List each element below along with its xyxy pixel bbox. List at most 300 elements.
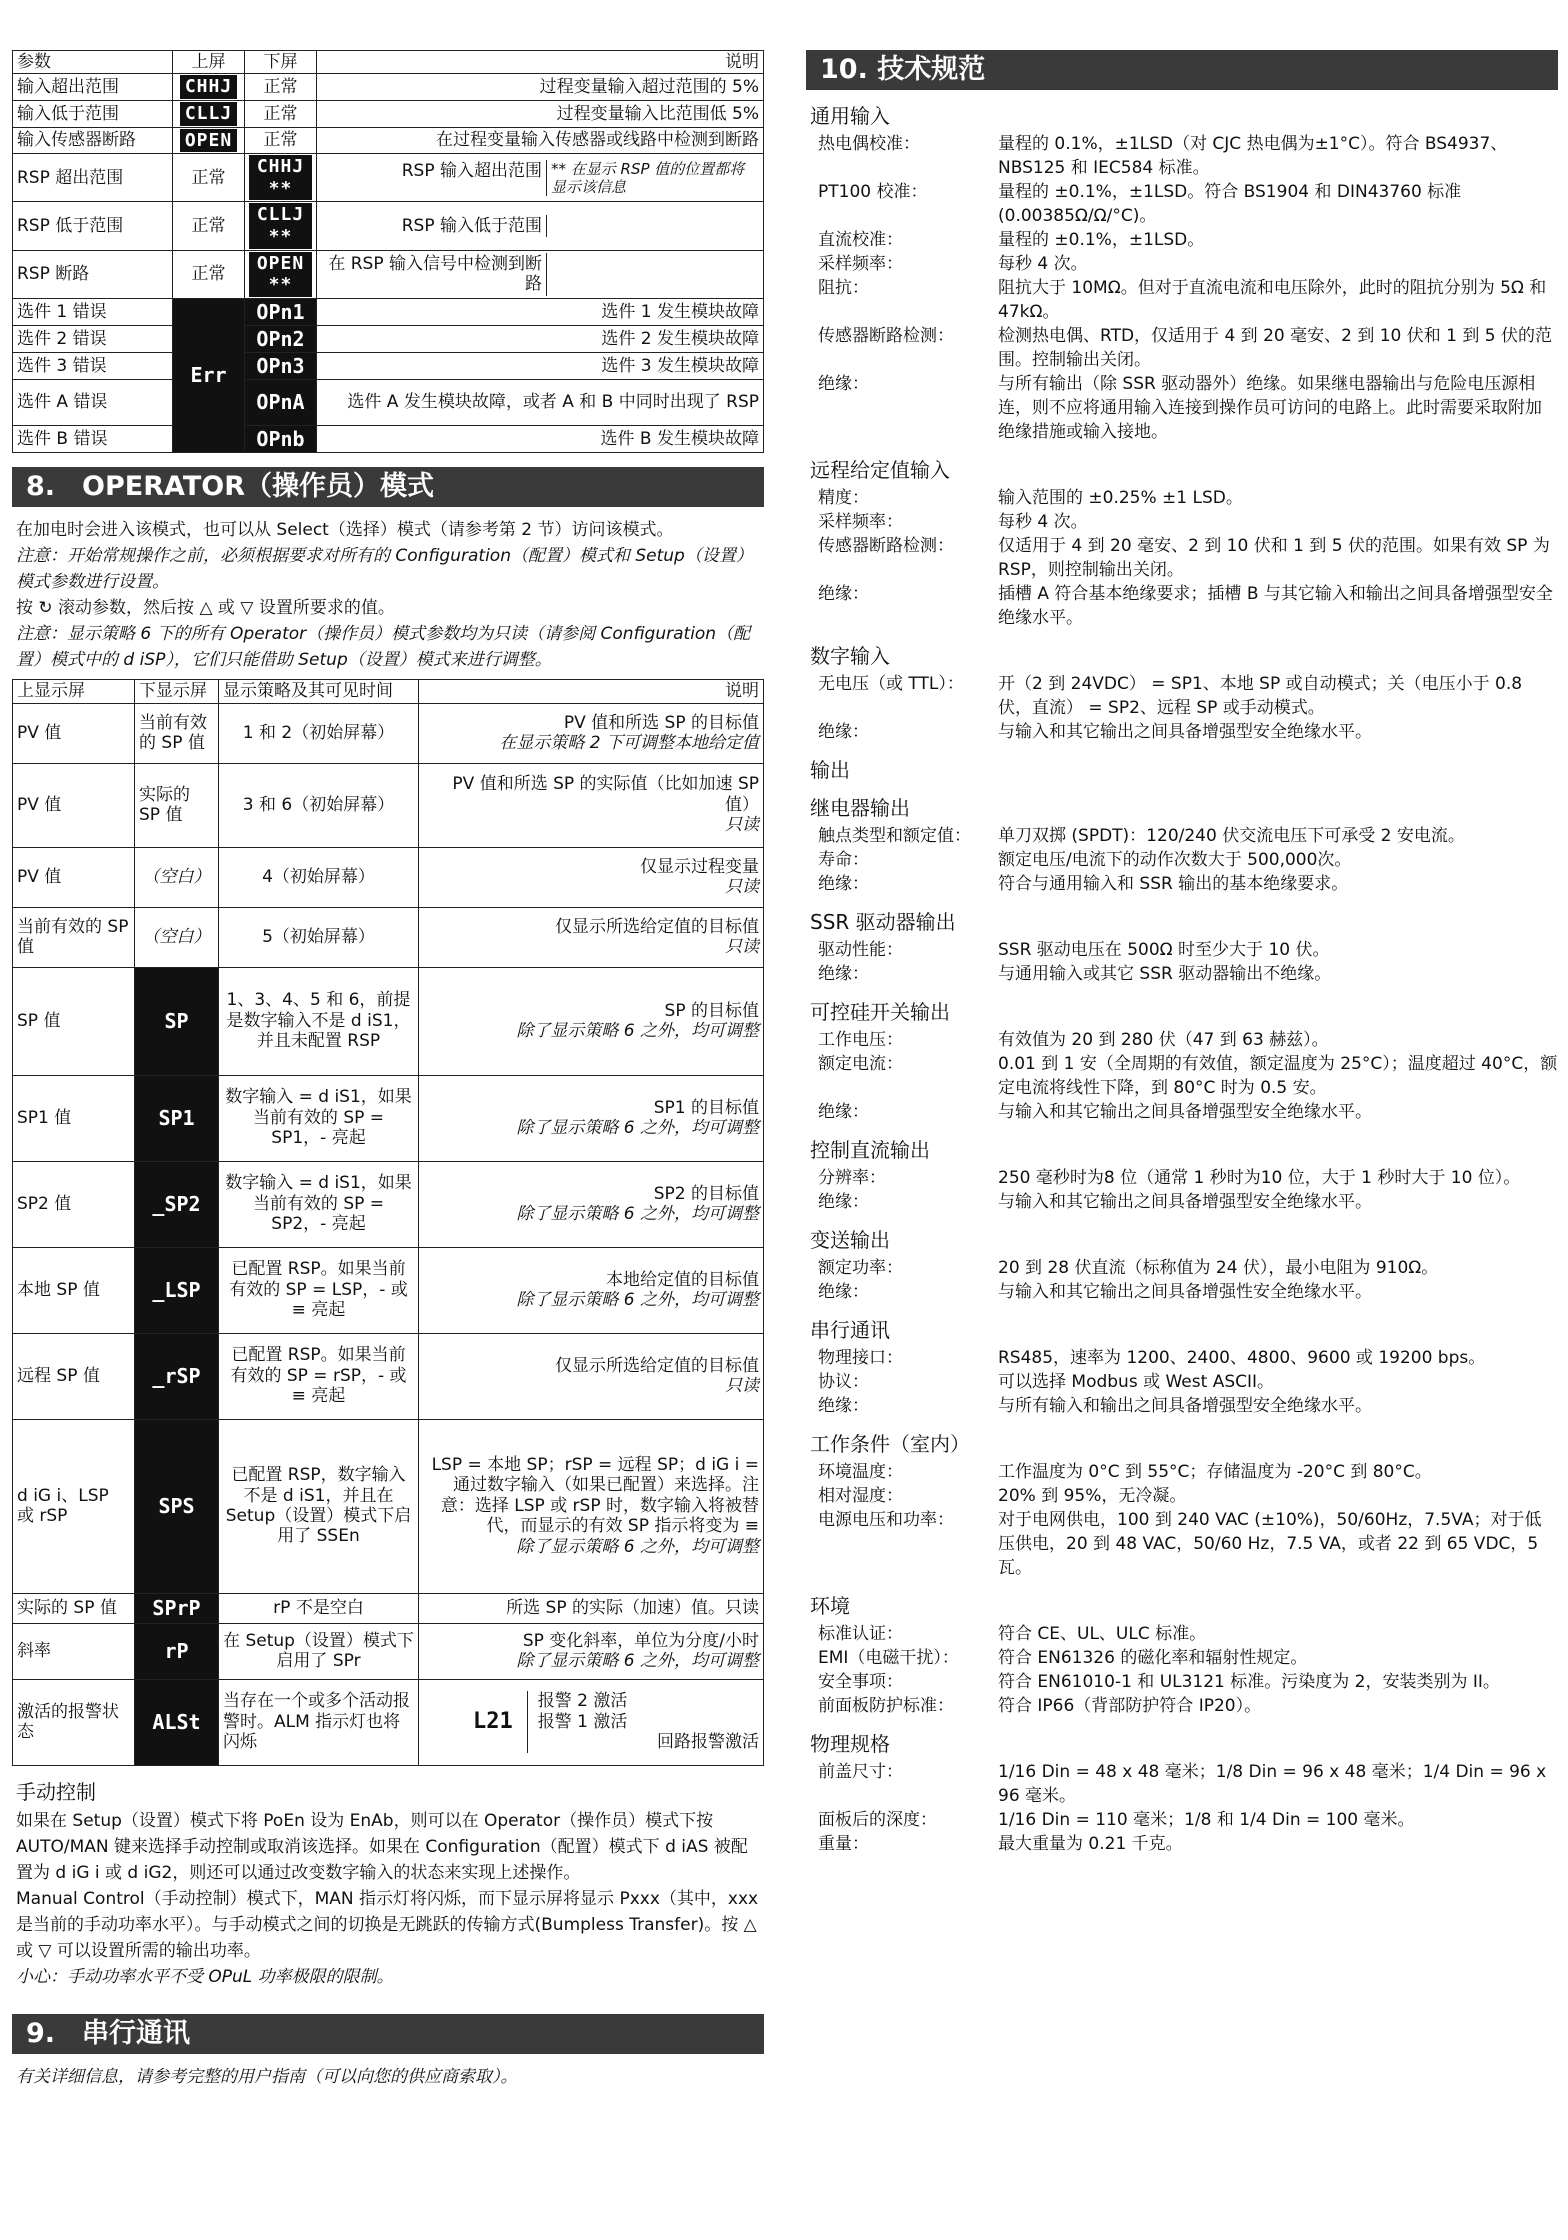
col-desc: 说明 bbox=[419, 680, 764, 703]
cell: 斜率 bbox=[13, 1623, 135, 1679]
desc-main: 本地给定值的目标值 bbox=[606, 1269, 759, 1290]
cell: PV 值 bbox=[13, 703, 135, 763]
s8-p2: 注意：开始常规操作之前，必须根据要求对所有的 Configuration（配置）模式和 Setup（设置）模式参数进行设置。 bbox=[16, 546, 753, 593]
alarm-2-label: 报警 2 激活 bbox=[537, 1691, 628, 1712]
cell: （空白） bbox=[135, 907, 219, 967]
desc-main: LSP = 本地 SP；rSP = 远程 SP；d iG i = 通过数字输入（如果已配置）来选择。注意：选择 LSP 或 rSP 时，数字输入将被替代，而显示的有效 SP 指示将变为 ≡ bbox=[431, 1455, 759, 1537]
manual-p2: Manual Control（手动控制）模式下，MAN 指示灯将闪烁，而下显示屏将显示 Pxxx（其中，xxx 是当前的手动功率水平）。与手动模式之间的切换是无跳跃的传输方式(Bumpless Transfer)。按 △ 或 ▽ 可以设置所需的输出功率。 bbox=[16, 1888, 759, 1961]
spec-row bbox=[818, 1166, 1558, 1190]
spec-row bbox=[818, 534, 1558, 582]
cell: 远程 SP 值 bbox=[13, 1333, 135, 1419]
spec-key: 绝缘： bbox=[818, 1396, 869, 1417]
spec-group-title: 工作条件（室内） bbox=[810, 1432, 970, 1457]
cell: 本地 SP 值 bbox=[13, 1247, 135, 1333]
operator-table bbox=[12, 679, 764, 1765]
spec-groups bbox=[806, 104, 1558, 1856]
spec-value: 与输入和其它输出之间具备增强型安全绝缘水平。 bbox=[998, 1102, 1372, 1123]
spec-key: 绝缘： bbox=[818, 874, 869, 895]
spec-value: 对于电网供电，100 到 240 VAC (±10%)，50/60Hz，7.5VA；对于低压供电，20 到 48 VAC，50/60 Hz，7.5 VA，或者 22 到 65 VDC，5 瓦。 bbox=[998, 1510, 1542, 1579]
spec-key: 绝缘： bbox=[818, 1192, 869, 1213]
spec-row bbox=[818, 1190, 1558, 1214]
spec-value: 仅适用于 4 到 20 毫安、2 到 10 伏和 1 到 5 伏的范围。如果有效 SP 为 RSP，则控制输出关闭。 bbox=[998, 536, 1550, 581]
table-row bbox=[13, 703, 764, 763]
spec-key: PT100 校准： bbox=[818, 182, 928, 203]
spec-key: 安全事项： bbox=[818, 1672, 903, 1693]
desc-main: PV 值和所选 SP 的目标值 bbox=[563, 712, 759, 733]
spec-row bbox=[818, 1370, 1558, 1394]
s8-p1: 在加电时会进入该模式，也可以从 Select（选择）模式（请参考第 2 节）访问该模式。 bbox=[16, 520, 674, 541]
spec-row bbox=[818, 1508, 1558, 1580]
alarm-diagram bbox=[419, 1679, 764, 1765]
cell: 选件 B 发生模块故障 bbox=[317, 425, 764, 452]
spec-row bbox=[818, 1760, 1558, 1808]
spec-row bbox=[818, 938, 1558, 962]
manual-title: 手动控制 bbox=[16, 1779, 96, 1804]
table-row bbox=[13, 352, 764, 379]
seg-code: _SP2 bbox=[135, 1161, 219, 1247]
cell: 当前有效的 SP 值 bbox=[13, 907, 135, 967]
table-row bbox=[13, 1419, 764, 1593]
cell: 正常 bbox=[245, 74, 317, 101]
seg-code: OPEN ** bbox=[249, 252, 312, 297]
spec-group-title: 通用输入 bbox=[810, 104, 890, 129]
spec-key: 环境温度： bbox=[818, 1462, 903, 1483]
seg-code: ALSt bbox=[135, 1679, 219, 1765]
spec-value: 量程的 ±0.1%，±1LSD。符合 BS1904 和 DIN43760 标准 (0.00385Ω/Ω/°C)。 bbox=[998, 182, 1462, 227]
spec-key: 绝缘： bbox=[818, 722, 869, 743]
spec-value: 250 毫秒时为8 位（通常 1 秒时为10 位，大于 1 秒时大于 10 位）。 bbox=[998, 1168, 1521, 1189]
spec-key: 绝缘： bbox=[818, 374, 869, 395]
table-row bbox=[13, 1623, 764, 1679]
right-column bbox=[806, 44, 1558, 1856]
cell bbox=[419, 1419, 764, 1593]
alarm-code: L21 bbox=[473, 1708, 513, 1734]
cell: 选件 1 发生模块故障 bbox=[317, 298, 764, 325]
rsp-desc-cell bbox=[317, 154, 764, 202]
spec-group-title: 变送输出 bbox=[810, 1228, 890, 1253]
spec-row bbox=[818, 962, 1558, 986]
cell: SP2 值 bbox=[13, 1161, 135, 1247]
spec-row bbox=[818, 1460, 1558, 1484]
spec-value: 1/16 Din = 48 x 48 毫米；1/8 Din = 96 x 48 毫米；1/4 Din = 96 x 96 毫米。 bbox=[998, 1762, 1547, 1807]
s8-p3: 按 ↻ 滚动参数，然后按 △ 或 ▽ 设置所要求的值。 bbox=[16, 598, 395, 619]
spec-group-title: 串行通讯 bbox=[810, 1318, 890, 1343]
spec-row bbox=[818, 872, 1558, 896]
cell: 5（初始屏幕） bbox=[219, 907, 419, 967]
desc-main: PV 值和所选 SP 的实际值（比如加速 SP 值） bbox=[452, 774, 759, 815]
cell: 选件 3 错误 bbox=[13, 352, 173, 379]
spec-key: 电源电压和功率： bbox=[818, 1510, 954, 1531]
cell: 选件 2 发生模块故障 bbox=[317, 325, 764, 352]
section-9-title: 9. 串行通讯 bbox=[12, 2014, 764, 2054]
spec-key: 额定功率： bbox=[818, 1258, 903, 1279]
desc-main: SP2 的目标值 bbox=[653, 1183, 759, 1204]
spec-value: SSR 驱动电压在 500Ω 时至少大于 10 伏。 bbox=[998, 940, 1330, 961]
spec-key: 绝缘： bbox=[818, 964, 869, 985]
section-10-title: 10. 技术规范 bbox=[806, 50, 1558, 90]
cell: rP 不是空白 bbox=[219, 1593, 419, 1623]
col-lower: 下显示屏 bbox=[135, 680, 219, 703]
spec-key: 标准认证： bbox=[818, 1624, 903, 1645]
cell: 实际的 SP 值 bbox=[135, 763, 219, 847]
spec-key: 直流校准： bbox=[818, 230, 903, 251]
spec-row bbox=[818, 1052, 1558, 1100]
spec-key: 驱动性能： bbox=[818, 940, 903, 961]
cell: 所选 SP 的实际（加速）值。只读 bbox=[419, 1593, 764, 1623]
spec-group-title: 控制直流输出 bbox=[810, 1138, 930, 1163]
cell: 激活的报警状态 bbox=[13, 1679, 135, 1765]
seg-display bbox=[245, 250, 317, 298]
spec-key: 协议： bbox=[818, 1372, 869, 1393]
table-row bbox=[13, 847, 764, 907]
spec-group-title: SSR 驱动器输出 bbox=[810, 910, 956, 935]
cell: 在过程变量输入传感器或线路中检测到断路 bbox=[317, 127, 764, 154]
table-row bbox=[13, 250, 764, 298]
spec-row bbox=[818, 848, 1558, 872]
spec-value: 与输入和其它输出之间具备增强性安全绝缘水平。 bbox=[998, 1282, 1372, 1303]
cell: 正常 bbox=[245, 100, 317, 127]
cell: PV 值 bbox=[13, 763, 135, 847]
rsp-note: ** 在显示 RSP 值的位置都将显示该信息 bbox=[551, 159, 745, 196]
spec-key: 绝缘： bbox=[818, 1282, 869, 1303]
manual-p1: 如果在 Setup（设置）模式下将 PoEn 设为 EnAb，则可以在 Operator（操作员）模式下按 AUTO/MAN 键来选择手动控制或取消该选择。如果在 Configuration（配置）模式下 d iAS 被配置为 d iG i 或 d iG2，则还可以通过改变数字输入的状态来实现上述操作。 bbox=[16, 1810, 748, 1883]
spec-row bbox=[818, 1280, 1558, 1304]
col-param: 参数 bbox=[13, 51, 173, 74]
cell bbox=[419, 1623, 764, 1679]
spec-key: EMI（电磁干扰）： bbox=[818, 1648, 959, 1669]
seg-display bbox=[173, 74, 245, 101]
spec-key: 重量： bbox=[818, 1834, 869, 1855]
spec-value: 符合与通用输入和 SSR 输出的基本绝缘要求。 bbox=[998, 874, 1349, 895]
seg-code: _rSP bbox=[135, 1333, 219, 1419]
cell: PV 值 bbox=[13, 847, 135, 907]
spec-group-title: 输出 bbox=[810, 758, 850, 783]
cell: RSP 超出范围 bbox=[13, 154, 173, 202]
cell: 正常 bbox=[173, 250, 245, 298]
table-row bbox=[13, 74, 764, 101]
spec-key: 传感器断路检测： bbox=[818, 536, 954, 557]
err-code: Err bbox=[173, 298, 245, 452]
seg-code: CHHJ ** bbox=[249, 155, 312, 200]
cell: 正常 bbox=[173, 154, 245, 202]
cell bbox=[419, 763, 764, 847]
spec-value: 输入范围的 ±0.25% ±1 LSD。 bbox=[998, 488, 1243, 509]
cell: 1 和 2（初始屏幕） bbox=[219, 703, 419, 763]
desc-note: 只读 bbox=[725, 937, 759, 958]
cell bbox=[419, 1333, 764, 1419]
spec-row bbox=[818, 228, 1558, 252]
cell: RSP 输入超出范围 bbox=[317, 160, 547, 196]
spec-group-title: 继电器输出 bbox=[810, 796, 910, 821]
cell: 已配置 RSP，数字输入不是 d iS1，并且在 Setup（设置）模式下启用了 SSEn bbox=[219, 1419, 419, 1593]
seg-code: rP bbox=[135, 1623, 219, 1679]
table-row bbox=[13, 325, 764, 352]
table-row bbox=[13, 967, 764, 1075]
seg-code: SP1 bbox=[135, 1075, 219, 1161]
spec-row bbox=[818, 1832, 1558, 1856]
cell: 当存在一个或多个活动报警时。ALM 指示灯也将闪烁 bbox=[219, 1679, 419, 1765]
cell: 输入低于范围 bbox=[13, 100, 173, 127]
table-row bbox=[13, 1333, 764, 1419]
desc-main: 仅显示过程变量 bbox=[640, 856, 759, 877]
spec-row bbox=[818, 252, 1558, 276]
spec-value: 与所有输出（除 SSR 驱动器外）绝缘。如果继电器输出与危险电压源相连，则不应将通用输入连接到操作员可访问的电路上。此时需要采取附加绝缘措施或输入接地。 bbox=[998, 374, 1542, 443]
spec-row bbox=[818, 1646, 1558, 1670]
desc-note: 除了显示策略 6 之外，均可调整 bbox=[516, 1021, 759, 1042]
spec-row bbox=[818, 276, 1558, 324]
spec-value: 与输入和其它输出之间具备增强型安全绝缘水平。 bbox=[998, 1192, 1372, 1213]
cell: 选件 A 发生模块故障，或者 A 和 B 中同时出现了 RSP bbox=[317, 379, 764, 425]
spec-value: 量程的 0.1%，±1LSD（对 CJC 热电偶为±1°C）。符合 BS4937、NBS125 和 IEC584 标准。 bbox=[998, 134, 1508, 179]
spec-row bbox=[818, 1346, 1558, 1370]
spec-row bbox=[818, 1808, 1558, 1832]
desc-note: 除了显示策略 6 之外，均可调整 bbox=[516, 1651, 759, 1672]
spec-row bbox=[818, 486, 1558, 510]
cell: 输入传感器断路 bbox=[13, 127, 173, 154]
spec-value: RS485，速率为 1200、2400、4800、9600 或 19200 bps。 bbox=[998, 1348, 1486, 1369]
table-row bbox=[13, 202, 764, 250]
spec-value: 20% 到 95%，无冷凝。 bbox=[998, 1486, 1187, 1507]
seg-code: SP bbox=[135, 967, 219, 1075]
spec-value: 0.01 到 1 安（全周期的有效值，额定温度为 25°C）；温度超过 40°C，额定电流将线性下降，到 80°C 时为 0.5 安。 bbox=[998, 1054, 1558, 1099]
cell: 过程变量输入比范围低 5% bbox=[317, 100, 764, 127]
left-column bbox=[12, 50, 764, 2090]
spec-value: 单刀双掷 (SPDT)：120/240 伏交流电压下可承受 2 安电流。 bbox=[998, 826, 1465, 847]
cell: 数字输入 = d iS1，如果当前有效的 SP = SP2，- 亮起 bbox=[219, 1161, 419, 1247]
cell bbox=[419, 1161, 764, 1247]
table-row bbox=[13, 1247, 764, 1333]
cell: 在 Setup（设置）模式下启用了 SPr bbox=[219, 1623, 419, 1679]
spec-row bbox=[818, 1694, 1558, 1718]
seg-display bbox=[173, 127, 245, 154]
spec-row bbox=[818, 582, 1558, 630]
cell: RSP 低于范围 bbox=[13, 202, 173, 250]
spec-value: 开（2 到 24VDC） = SP1、本地 SP 或自动模式；关（电压小于 0.8 伏，直流） = SP2、远程 SP 或手动模式。 bbox=[998, 674, 1523, 719]
spec-key: 工作电压： bbox=[818, 1030, 903, 1051]
spec-value: 与通用输入或其它 SSR 驱动器输出不绝缘。 bbox=[998, 964, 1332, 985]
desc-note: 除了显示策略 6 之外，均可调整 bbox=[516, 1290, 759, 1311]
spec-key: 传感器断路检测： bbox=[818, 326, 954, 347]
spec-row bbox=[818, 180, 1558, 228]
table-row bbox=[13, 1075, 764, 1161]
table-row bbox=[13, 100, 764, 127]
desc-note: 在显示策略 2 下可调整本地给定值 bbox=[499, 733, 759, 754]
table-row bbox=[13, 1679, 764, 1765]
spec-key: 前盖尺寸： bbox=[818, 1762, 903, 1783]
loop-alarm-label: 回路报警激活 bbox=[657, 1732, 759, 1753]
spec-row bbox=[818, 1028, 1558, 1052]
cell: 选件 A 错误 bbox=[13, 379, 173, 425]
table-row bbox=[13, 1161, 764, 1247]
seg-display bbox=[245, 154, 317, 202]
s9-p: 有关详细信息，请参考完整的用户指南（可以向您的供应商索取）。 bbox=[16, 2066, 518, 2087]
cell: （空白） bbox=[135, 847, 219, 907]
cell: 已配置 RSP。如果当前有效的 SP = rSP，- 或 ≡ 亮起 bbox=[219, 1333, 419, 1419]
cell: 当前有效的 SP 值 bbox=[135, 703, 219, 763]
cell bbox=[317, 202, 764, 250]
seg-display bbox=[245, 202, 317, 250]
seg-code: SPrP bbox=[135, 1593, 219, 1623]
spec-row bbox=[818, 1670, 1558, 1694]
cell: 4（初始屏幕） bbox=[219, 847, 419, 907]
table-row bbox=[13, 127, 764, 154]
cell: SP 值 bbox=[13, 967, 135, 1075]
cell: 选件 B 错误 bbox=[13, 425, 173, 452]
spec-value: 与所有输入和输出之间具备增强型安全绝缘水平。 bbox=[998, 1396, 1372, 1417]
seg-code: OPn1 bbox=[245, 298, 317, 325]
cell-text: 在 RSP 输入信号中检测到断路 bbox=[317, 253, 547, 296]
table-row bbox=[13, 763, 764, 847]
spec-value: 符合 IP66（背部防护符合 IP20）。 bbox=[998, 1696, 1262, 1717]
table-row bbox=[13, 298, 764, 325]
spec-key: 寿命： bbox=[818, 850, 869, 871]
spec-key: 采样频率： bbox=[818, 512, 903, 533]
cell: SP1 值 bbox=[13, 1075, 135, 1161]
spec-key: 面板后的深度： bbox=[818, 1810, 937, 1831]
spec-row bbox=[818, 1484, 1558, 1508]
desc-note: 只读 bbox=[725, 1376, 759, 1397]
col-desc: 说明 bbox=[317, 51, 764, 74]
desc-note: 除了显示策略 6 之外，均可调整 bbox=[516, 1204, 759, 1225]
spec-key: 触点类型和额定值： bbox=[818, 826, 971, 847]
col-upper: 上屏 bbox=[173, 51, 245, 74]
cell bbox=[419, 847, 764, 907]
spec-value: 符合 EN61326 的磁化率和辐射性规定。 bbox=[998, 1648, 1308, 1669]
spec-value: 20 到 28 伏直流（标称值为 24 伏），最小电阻为 910Ω。 bbox=[998, 1258, 1439, 1279]
spec-row bbox=[818, 132, 1558, 180]
seg-code: SPS bbox=[135, 1419, 219, 1593]
spec-value: 阻抗大于 10MΩ。但对于直流电流和电压除外，此时的阻抗分别为 5Ω 和 47kΩ。 bbox=[998, 278, 1547, 323]
col-strategy: 显示策略及其可见时间 bbox=[219, 680, 419, 703]
seg-code: CHHJ bbox=[180, 75, 237, 99]
spec-row bbox=[818, 1100, 1558, 1124]
spec-value: 工作温度为 0°C 到 55°C；存储温度为 -20°C 到 80°C。 bbox=[998, 1462, 1432, 1483]
cell: 选件 2 错误 bbox=[13, 325, 173, 352]
seg-code: OPnb bbox=[245, 425, 317, 452]
cell bbox=[419, 1075, 764, 1161]
spec-row bbox=[818, 672, 1558, 720]
seg-code: OPnA bbox=[245, 379, 317, 425]
spec-group-title: 可控硅开关输出 bbox=[810, 1000, 950, 1025]
spec-value: 可以选择 Modbus 或 West ASCII。 bbox=[998, 1372, 1275, 1393]
spec-row bbox=[818, 720, 1558, 744]
desc-main: SP 的目标值 bbox=[664, 1000, 759, 1021]
desc-main: 仅显示所选给定值的目标值 bbox=[555, 1355, 759, 1376]
spec-key: 采样频率： bbox=[818, 254, 903, 275]
col-lower: 下屏 bbox=[245, 51, 317, 74]
desc-main: 仅显示所选给定值的目标值 bbox=[555, 916, 759, 937]
spec-row bbox=[818, 324, 1558, 372]
spec-key: 物理接口： bbox=[818, 1348, 903, 1369]
spec-value: 检测热电偶、RTD，仅适用于 4 到 20 毫安、2 到 10 伏和 1 到 5 伏的范围。控制输出关闭。 bbox=[998, 326, 1553, 371]
desc-note: 只读 bbox=[725, 815, 759, 836]
spec-row bbox=[818, 1256, 1558, 1280]
cell bbox=[317, 250, 764, 298]
spec-row bbox=[818, 824, 1558, 848]
cell: 已配置 RSP。如果当前有效的 SP = LSP，- 或 ≡ 亮起 bbox=[219, 1247, 419, 1333]
spec-value: 1/16 Din = 110 毫米；1/8 和 1/4 Din = 100 毫米。 bbox=[998, 1810, 1415, 1831]
cell: 输入超出范围 bbox=[13, 74, 173, 101]
spec-value: 额定电压/电流下的动作次数大于 500,000次。 bbox=[998, 850, 1352, 871]
cell: 选件 3 发生模块故障 bbox=[317, 352, 764, 379]
cell-text: RSP 输入低于范围 bbox=[317, 215, 547, 237]
table-row bbox=[13, 425, 764, 452]
seg-code: CLLJ ** bbox=[249, 203, 312, 248]
section-8-title: 8. OPERATOR（操作员）模式 bbox=[12, 467, 764, 507]
spec-key: 热电偶校准： bbox=[818, 134, 920, 155]
s8-p4: 注意：显示策略 6 下的所有 Operator（操作员）模式参数均为只读（请参阅 Configuration（配置）模式中的 d iSP），它们只能借助 Setup（设置）模式来进行调整。 bbox=[16, 624, 751, 671]
cell bbox=[419, 1247, 764, 1333]
cell: RSP 断路 bbox=[13, 250, 173, 298]
spec-row bbox=[818, 1394, 1558, 1418]
seg-code: _LSP bbox=[135, 1247, 219, 1333]
spec-group-title: 数字输入 bbox=[810, 644, 890, 669]
cell bbox=[419, 967, 764, 1075]
seg-code: CLLJ bbox=[180, 102, 237, 126]
seg-code: OPEN bbox=[180, 129, 237, 153]
cell: d iG i、LSP 或 rSP bbox=[13, 1419, 135, 1593]
spec-value: 与输入和其它输出之间具备增强型安全绝缘水平。 bbox=[998, 722, 1372, 743]
spec-value: 每秒 4 次。 bbox=[998, 512, 1088, 533]
spec-value: 符合 CE、UL、ULC 标准。 bbox=[998, 1624, 1207, 1645]
spec-value: 量程的 ±0.1%，±1LSD。 bbox=[998, 230, 1205, 251]
cell: 过程变量输入超过范围的 5% bbox=[317, 74, 764, 101]
cell: 实际的 SP 值 bbox=[13, 1593, 135, 1623]
spec-value: 每秒 4 次。 bbox=[998, 254, 1088, 275]
spec-key: 绝缘： bbox=[818, 1102, 869, 1123]
spec-value: 最大重量为 0.21 千克。 bbox=[998, 1834, 1183, 1855]
cell: 选件 1 错误 bbox=[13, 298, 173, 325]
alarm-1-label: 报警 1 激活 bbox=[537, 1711, 628, 1732]
seg-display bbox=[173, 100, 245, 127]
cell: 正常 bbox=[173, 202, 245, 250]
spec-key: 前面板防护标准： bbox=[818, 1696, 954, 1717]
cell: 数字输入 = d iS1，如果当前有效的 SP = SP1，- 亮起 bbox=[219, 1075, 419, 1161]
desc-main: SP1 的目标值 bbox=[653, 1097, 759, 1118]
table-row bbox=[13, 907, 764, 967]
spec-key: 绝缘： bbox=[818, 584, 869, 605]
cell bbox=[419, 703, 764, 763]
col-upper: 上显示屏 bbox=[13, 680, 135, 703]
cell: 3 和 6（初始屏幕） bbox=[219, 763, 419, 847]
seg-code: OPn2 bbox=[245, 325, 317, 352]
cell: 1、3、4、5 和 6，前提是数字输入不是 d iS1，并且未配置 RSP bbox=[219, 967, 419, 1075]
spec-value: 插槽 A 符合基本绝缘要求；插槽 B 与其它输入和输出之间具备增强型安全绝缘水平。 bbox=[998, 584, 1553, 629]
spec-key: 精度： bbox=[818, 488, 869, 509]
cell bbox=[419, 907, 764, 967]
cell: 正常 bbox=[245, 127, 317, 154]
desc-note: 除了显示策略 6 之外，均可调整 bbox=[516, 1536, 759, 1557]
spec-value: 符合 EN61010-1 和 UL3121 标准。污染度为 2，安装类别为 II。 bbox=[998, 1672, 1500, 1693]
spec-key: 阻抗： bbox=[818, 278, 869, 299]
spec-key: 额定电流： bbox=[818, 1054, 903, 1075]
desc-note: 除了显示策略 6 之外，均可调整 bbox=[516, 1118, 759, 1139]
spec-key: 无电压（或 TTL）： bbox=[818, 674, 964, 695]
error-table bbox=[12, 50, 764, 453]
spec-value: 有效值为 20 到 280 伏（47 到 63 赫兹）。 bbox=[998, 1030, 1329, 1051]
table-row bbox=[13, 379, 764, 425]
desc-note: 只读 bbox=[725, 877, 759, 898]
seg-code: OPn3 bbox=[245, 352, 317, 379]
spec-row bbox=[818, 372, 1558, 444]
table-row bbox=[13, 154, 764, 202]
desc-main: SP 变化斜率，单位为分度/小时 bbox=[522, 1630, 759, 1651]
table-row bbox=[13, 1593, 764, 1623]
spec-row bbox=[818, 510, 1558, 534]
manual-p3: 小心：手动功率水平不受 OPuL 功率极限的限制。 bbox=[16, 1966, 394, 1987]
spec-group-title: 远程给定值输入 bbox=[810, 458, 950, 483]
spec-group-title: 环境 bbox=[810, 1594, 850, 1619]
